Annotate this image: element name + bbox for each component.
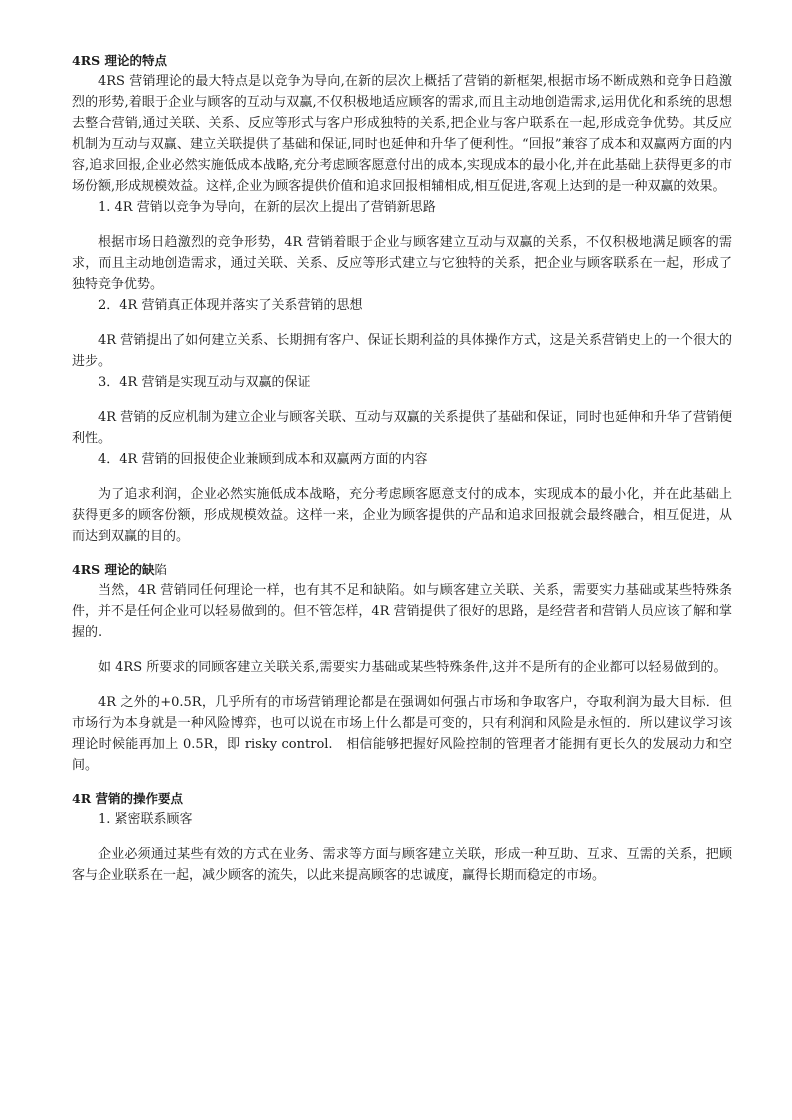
item3-title: 3．4R 营销是实现互动与双赢的保证 xyxy=(98,375,311,390)
defects-title-bold: 4RS 理论的缺 xyxy=(72,562,155,577)
item3-body: 4R 营销的反应机制为建立企业与顾客关联、互动与双赢的关系提供了基础和保证，同时也延伸和升华了营销便利性。 xyxy=(72,410,732,446)
section-title-defects xyxy=(72,559,732,580)
item2-body: 4R 营销提出了如何建立关系、长期拥有客户、保证长期利益的具体操作方式，这是关系营销史上的一个很大的进步。 xyxy=(72,333,732,369)
features-intro-paragraph: 4RS 营销理论的最大特点是以竞争为导向,在新的层次上概括了营销的新框架,根据市场不断成熟和竞争日趋激烈的形势,着眼于企业与顾客的互动与双赢,不仅积极地适应顾客的需求,而且主动地创造需求,运用优化和系统的思想去整合营销,通过关联、关系、反应等形式与客户形成独特的关系,把企业与客户联系在一起,形成竞争优势。其反应机制为互动与双赢、建立关联提供了基础和保证,同时也延伸和升华了便利性。“回报”兼容了成本和双赢两方面的内容,追求回报,企业必然实施低成本战略,充分考虑顾客愿意付出的成本,实现成本的最小化,并在此基础上获得更多的市场份额,形成规模效益。这样,企业为顾客提供价值和追求回报相辅相成,相互促进,客观上达到的是一种双赢的效果。 xyxy=(72,74,732,194)
defects-title-light: 陷 xyxy=(154,562,167,577)
item4-title: 4．4R 营销的回报使企业兼顾到成本和双赢两方面的内容 xyxy=(98,452,428,467)
defects-paragraph-2: 如 4RS 所要求的同顾客建立关联关系,需要实力基础或某些特殊条件,这并不是所有的企业都可以轻易做到的。 xyxy=(98,660,727,675)
item2-title: 2．4R 营销真正体现并落实了关系营销的思想 xyxy=(98,298,363,313)
ops-item1-title: 1. 紧密联系顾客 xyxy=(98,812,193,827)
ops-item1-body: 企业必须通过某些有效的方式在业务、需求等方面与顾客建立关联，形成一种互助、互求、互需的关系，把顾客与企业联系在一起，减少顾客的流失，以此来提高顾客的忠诚度，赢得长期而稳定的市场。 xyxy=(72,847,732,883)
defects-paragraph-3: 4R 之外的+0.5R，几乎所有的市场营销理论都是在强调如何强占市场和争取客户，夺取利润为最大目标．但市场行为本身就是一种风险博弈，也可以说在市场上什么都是可变的，只有利润和风险是永恒的．所以建议学习该理论时候能再加上 0.5R，即 risky control. 相信能够把握好风险控制的管理者才能拥有更长久的发展动力和空间。 xyxy=(72,695,732,773)
item4-body: 为了追求利润，企业必然实施低成本战略，充分考虑顾客愿意支付的成本，实现成本的最小化，并在此基础上获得更多的顾客份额，形成规模效益。这样一来，企业为顾客提供的产品和追求回报就会最终融合，相互促进，从而达到双赢的目的。 xyxy=(72,487,732,544)
defects-paragraph-1: 当然，4R 营销同任何理论一样，也有其不足和缺陷。如与顾客建立关联、关系，需要实力基础或某些特殊条件，并不是任何企业可以轻易做到的。但不管怎样，4R 营销提供了很好的思路，是经营者和营销人员应该了解和掌握的. xyxy=(72,583,732,640)
section-title-features: 4RS 理论的特点 xyxy=(72,53,167,68)
item1-body: 根据市场日趋激烈的竞争形势，4R 营销着眼于企业与顾客建立互动与双赢的关系，不仅积极地满足顾客的需求，而且主动地创造需求，通过关联、关系、反应等形式建立与它独特的关系，把企业与顾客联系在一起，形成了独特竞争优势。 xyxy=(72,235,732,292)
section-title-operations: 4R 营销的操作要点 xyxy=(72,791,183,806)
item1-title: 1. 4R 营销以竞争为导向，在新的层次上提出了营销新思路 xyxy=(98,200,436,215)
